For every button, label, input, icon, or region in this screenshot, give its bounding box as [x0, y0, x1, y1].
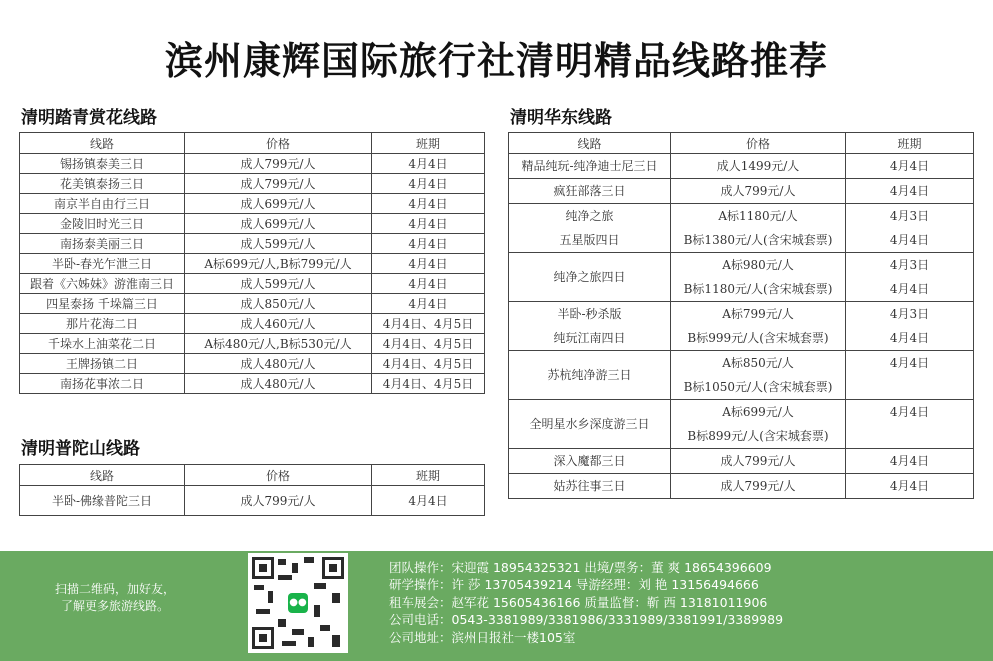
- price-line: A标799元/人: [722, 307, 794, 321]
- schedule-line: 4月4日: [889, 233, 930, 247]
- route-cell: 王牌扬镇二日: [20, 354, 185, 374]
- route-cell: [509, 302, 671, 351]
- price-cell: [671, 449, 846, 474]
- table-header-row: [20, 465, 485, 486]
- schedule-line: 4月4日: [889, 405, 930, 419]
- header-price: 价格: [671, 133, 846, 154]
- section-title-putuo: 清明普陀山线路: [21, 439, 140, 459]
- schedule-cell: 4月4日: [372, 234, 485, 254]
- price-cell: [671, 474, 846, 499]
- qr-module: [292, 563, 298, 573]
- header-schedule: 班期: [372, 465, 485, 486]
- price-cell: 成人480元/人: [185, 374, 372, 394]
- contact-line: 公司电话：0543-3381989/3381986/3331989/3381991/3389989: [389, 612, 784, 628]
- section-title-east-china: 清明华东线路: [510, 108, 612, 128]
- contact-info: [389, 559, 783, 646]
- price-cell: 成人799元/人: [185, 486, 372, 516]
- price-cell: 成人599元/人: [185, 274, 372, 294]
- price-cell: [671, 179, 846, 204]
- footer-banner: [0, 551, 993, 661]
- schedule-cell: 4月4日、4月5日: [372, 374, 485, 394]
- table-row: [20, 314, 485, 334]
- price-line: B标1380元/人(含宋城套票): [683, 233, 833, 247]
- header-price: 价格: [185, 133, 372, 154]
- price-cell: [671, 400, 846, 449]
- schedule-cell: [846, 253, 974, 302]
- route-line: 姑苏往事三日: [553, 479, 626, 493]
- route-line: 精品纯玩-纯净迪士尼三日: [521, 159, 658, 173]
- route-cell: 花美镇泰扬三日: [20, 174, 185, 194]
- route-cell: [509, 474, 671, 499]
- schedule-cell: 4月4日、4月5日: [372, 314, 485, 334]
- qr-module: [278, 575, 292, 580]
- route-cell: 四星泰扬 千垛篇三日: [20, 294, 185, 314]
- table-row: [20, 374, 485, 394]
- header-price: 价格: [185, 465, 372, 486]
- schedule-cell: 4月4日、4月5日: [372, 354, 485, 374]
- route-cell: 南扬泰美丽三日: [20, 234, 185, 254]
- table-row: [20, 274, 485, 294]
- schedule-line: 4月4日: [889, 282, 930, 296]
- qr-module: [268, 591, 273, 603]
- table-row: [509, 302, 974, 351]
- contact-line: 公司地址：滨州日报社一楼105室: [389, 629, 576, 645]
- table-header-row: [20, 133, 485, 154]
- schedule-cell: 4月4日: [372, 214, 485, 234]
- route-cell: 南扬花事浓二日: [20, 374, 185, 394]
- table-row: [509, 179, 974, 204]
- route-line: 纯玩江南四日: [553, 331, 626, 345]
- schedule-cell: 4月4日: [372, 254, 485, 274]
- price-cell: [671, 253, 846, 302]
- price-cell: 成人599元/人: [185, 234, 372, 254]
- table-row: [509, 204, 974, 253]
- qr-module: [278, 619, 286, 627]
- contact-line: 团队操作：宋迎霞 18954325321 出境/票务：董 爽 18654396609: [389, 560, 772, 575]
- contact-line: 研学操作：许 莎 13705439214 导游经理：刘 艳 13156494666: [389, 577, 759, 593]
- route-cell: 半卧-佛缘普陀三日: [20, 486, 185, 516]
- section-title-spring-flowers: 清明踏青赏花线路: [21, 108, 157, 128]
- schedule-line: 4月3日: [889, 209, 930, 223]
- table-row: [509, 400, 974, 449]
- schedule-line: 4月3日: [889, 307, 930, 321]
- table-row: [20, 254, 485, 274]
- price-cell: A标480元/人,B标530元/人: [185, 334, 372, 354]
- wechat-icon: ●●: [288, 593, 308, 613]
- schedule-cell: [846, 302, 974, 351]
- qr-module: [314, 583, 326, 589]
- header-route: 线路: [20, 465, 185, 486]
- price-line: 成人799元/人: [720, 454, 796, 468]
- route-cell: 跟着《六姊妹》游淮南三日: [20, 274, 185, 294]
- route-cell: 锡扬镇泰美三日: [20, 154, 185, 174]
- price-cell: 成人699元/人: [185, 214, 372, 234]
- route-cell: [509, 400, 671, 449]
- route-line: 深入魔都三日: [553, 454, 626, 468]
- qr-finder-icon: [252, 627, 274, 649]
- route-cell: [509, 253, 671, 302]
- route-line: 半卧-秒杀版: [557, 307, 622, 321]
- price-line: B标899元/人(含宋城套票): [687, 429, 829, 443]
- qr-finder-icon: [252, 557, 274, 579]
- route-line: 五星版四日: [559, 233, 620, 247]
- schedule-cell: 4月4日: [372, 294, 485, 314]
- route-cell: 金陵旧时光三日: [20, 214, 185, 234]
- route-line: 纯净之旅: [565, 209, 614, 223]
- price-cell: 成人799元/人: [185, 154, 372, 174]
- schedule-line: 4月4日: [889, 159, 930, 173]
- price-cell: A标699元/人,B标799元/人: [185, 254, 372, 274]
- price-cell: 成人699元/人: [185, 194, 372, 214]
- schedule-line: 4月4日: [889, 356, 930, 370]
- qr-finder-icon: [322, 557, 344, 579]
- table-row: [20, 214, 485, 234]
- qr-module: [292, 629, 304, 635]
- east-china-route-table: [508, 132, 974, 499]
- qr-module: [278, 559, 286, 565]
- qr-module: [320, 625, 330, 631]
- qr-module: [332, 593, 340, 603]
- table-row: [509, 474, 974, 499]
- schedule-line: 4月4日: [889, 454, 930, 468]
- route-cell: [509, 449, 671, 474]
- route-cell: 半卧-春光乍泄三日: [20, 254, 185, 274]
- schedule-line: 4月3日: [889, 258, 930, 272]
- contact-line: 租车展会：赵军花 15605436166 质量监督：靳 西 13181011906: [389, 594, 768, 610]
- wechat-qr-code-icon[interactable]: [248, 553, 348, 653]
- route-line: 全明星水乡深度游三日: [529, 417, 650, 431]
- table-row: [509, 351, 974, 400]
- price-cell: [671, 204, 846, 253]
- header-schedule: 班期: [846, 133, 974, 154]
- spring-flower-route-table: [19, 132, 485, 394]
- price-line: A标850元/人: [722, 356, 794, 370]
- qr-module: [256, 609, 270, 614]
- table-header-row: [509, 133, 974, 154]
- route-cell: [509, 351, 671, 400]
- route-line: 苏杭纯净游三日: [547, 368, 632, 382]
- schedule-cell: [846, 154, 974, 179]
- qr-module: [314, 605, 320, 617]
- schedule-cell: [846, 449, 974, 474]
- schedule-line: 4月4日: [889, 331, 930, 345]
- schedule-cell: [846, 351, 974, 400]
- schedule-cell: 4月4日: [372, 174, 485, 194]
- page-title: 滨州康辉国际旅行社清明精品线路推荐: [164, 38, 828, 83]
- schedule-cell: 4月4日、4月5日: [372, 334, 485, 354]
- schedule-cell: 4月4日: [372, 274, 485, 294]
- route-line: 纯净之旅四日: [553, 270, 626, 284]
- header-schedule: 班期: [372, 133, 485, 154]
- schedule-cell: [846, 474, 974, 499]
- price-line: B标1180元/人(含宋城套票): [683, 282, 833, 296]
- qr-module: [308, 637, 314, 647]
- price-line: 成人1499元/人: [716, 159, 800, 173]
- price-cell: [671, 154, 846, 179]
- price-cell: 成人850元/人: [185, 294, 372, 314]
- table-row: [509, 154, 974, 179]
- route-cell: 南京半自由行三日: [20, 194, 185, 214]
- price-line: A标699元/人: [722, 405, 794, 419]
- price-line: B标1050元/人(含宋城套票): [683, 380, 833, 394]
- table-row: [20, 334, 485, 354]
- schedule-cell: 4月4日: [372, 154, 485, 174]
- price-line: 成人799元/人: [720, 184, 796, 198]
- price-line: 成人799元/人: [720, 479, 796, 493]
- scan-qr-text: 扫描二维码，加好友，了解更多旅游线路。: [54, 582, 175, 613]
- route-line: 疯狂部落三日: [553, 184, 626, 198]
- price-line: A标980元/人: [722, 258, 794, 272]
- qr-module: [254, 585, 264, 590]
- route-cell: [509, 204, 671, 253]
- route-cell: 千垛水上油菜花二日: [20, 334, 185, 354]
- price-cell: [671, 302, 846, 351]
- price-cell: 成人460元/人: [185, 314, 372, 334]
- header-route: 线路: [509, 133, 671, 154]
- table-row: [20, 486, 485, 516]
- price-cell: 成人799元/人: [185, 174, 372, 194]
- qr-module: [282, 641, 296, 646]
- route-cell: [509, 179, 671, 204]
- schedule-line: 4月4日: [889, 479, 930, 493]
- table-row: [20, 194, 485, 214]
- schedule-cell: [846, 204, 974, 253]
- header-route: 线路: [20, 133, 185, 154]
- qr-module: [304, 557, 314, 563]
- schedule-cell: 4月4日: [372, 486, 485, 516]
- schedule-line: 4月4日: [889, 184, 930, 198]
- schedule-cell: [846, 400, 974, 449]
- price-cell: [671, 351, 846, 400]
- schedule-cell: 4月4日: [372, 194, 485, 214]
- table-row: [20, 154, 485, 174]
- table-row: [509, 449, 974, 474]
- table-row: [20, 174, 485, 194]
- table-row: [20, 234, 485, 254]
- putuo-route-table: [19, 464, 485, 516]
- table-row: [20, 294, 485, 314]
- table-row: [20, 354, 485, 374]
- route-cell: [509, 154, 671, 179]
- price-line: A标1180元/人: [718, 209, 798, 223]
- price-cell: 成人480元/人: [185, 354, 372, 374]
- price-line: B标999元/人(含宋城套票): [687, 331, 829, 345]
- table-row: [509, 253, 974, 302]
- route-cell: 那片花海二日: [20, 314, 185, 334]
- schedule-cell: [846, 179, 974, 204]
- qr-module: [332, 635, 340, 647]
